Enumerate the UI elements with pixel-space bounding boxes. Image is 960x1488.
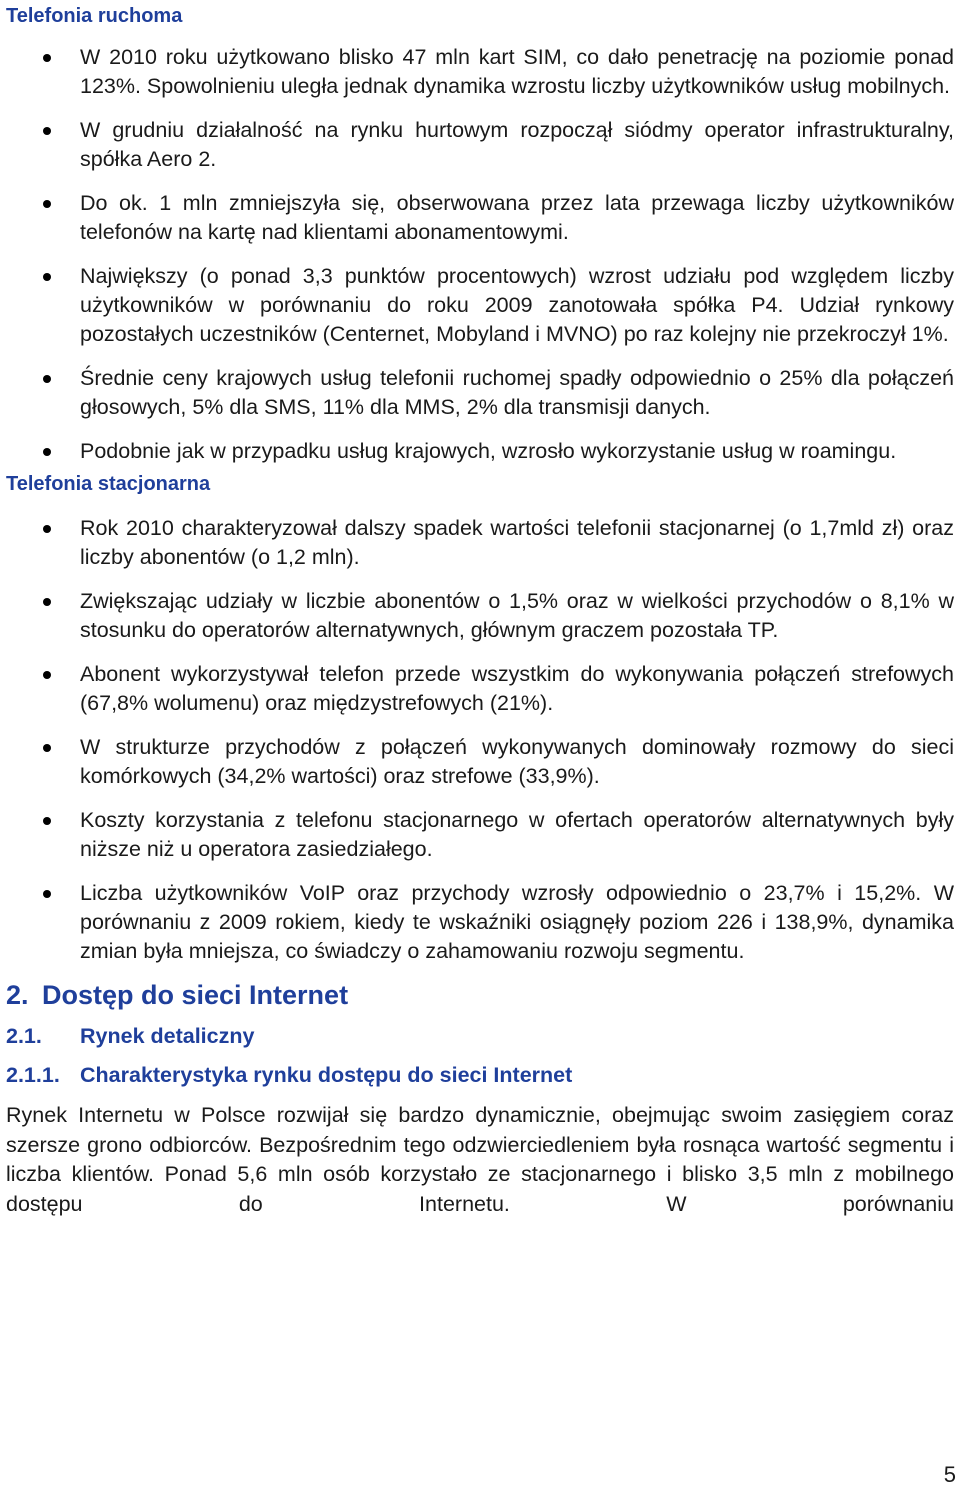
list-item: Największy (o ponad 3,3 punktów procentowych) wzrost udziału pod względem liczby użytkowników w porównaniu do roku 2009 zanotowała spółka P4. Udział rynkowy pozostałych uczestników (Centernet, Mobyland i MVNO) po raz kolejny nie przekroczył 1%. [6, 262, 954, 349]
list-item: W 2010 roku użytkowano blisko 47 mln kart SIM, co dało penetrację na poziomie ponad 123%. Spowolnieniu uległa jednak dynamika wzrostu liczby użytkowników usług mobilnych. [6, 43, 954, 101]
subsubchapter-heading [6, 1060, 954, 1090]
chapter-number: 2. [6, 980, 29, 1010]
chapter-heading [6, 978, 954, 1012]
page-number: 5 [943, 1462, 956, 1487]
list-item: Liczba użytkowników VoIP oraz przychody wzrosły odpowiednio o 23,7% i 15,2%. W porównaniu z 2009 rokiem, kiedy te wskaźniki osiągnęły poziom 226 i 138,9%, dynamika zmian była mniejsza, co świadczy o zahamowaniu rozwoju segmentu. [6, 879, 954, 966]
bullet-list-mobile [6, 43, 954, 466]
subsubchapter-title: Charakterystyka rynku dostępu do sieci Internet [80, 1063, 573, 1087]
subchapter-title: Rynek detaliczny [80, 1024, 255, 1048]
subchapter-number: 2.1. [6, 1024, 42, 1048]
list-item: Abonent wykorzystywał telefon przede wszystkim do wykonywania połączeń strefowych (67,8% wolumenu) oraz międzystrefowych (21%). [6, 660, 954, 718]
document-page [6, 0, 954, 1488]
list-item: Zwiększając udziały w liczbie abonentów o 1,5% oraz w wielkości przychodów o 8,1% w stosunku do operatorów alternatywnych, głównym graczem pozostała TP. [6, 587, 954, 645]
section-heading-fixed: Telefonia stacjonarna [6, 473, 211, 495]
chapter-title: Dostęp do sieci Internet [42, 980, 349, 1010]
body-paragraph: Rynek Internetu w Polsce rozwijał się bardzo dynamicznie, obejmując swoim zasięgiem coraz szersze grono odbiorców. Bezpośrednim tego odzwierciedleniem była rosnąca wartość segmentu i liczba klientów. Ponad 5,6 mln osób korzystało ze stacjonarnego i blisko 3,5 mln z mobilnego dostępu do Internetu. W porównaniu [6, 1103, 954, 1216]
list-item: W grudniu działalność na rynku hurtowym rozpoczął siódmy operator infrastrukturalny, spółka Aero 2. [6, 116, 954, 174]
list-item: Rok 2010 charakteryzował dalszy spadek wartości telefonii stacjonarnej (o 1,7mld zł) oraz liczby abonentów (o 1,2 mln). [6, 514, 954, 572]
bullet-list-fixed [6, 514, 954, 966]
list-item: Podobnie jak w przypadku usług krajowych, wzrosło wykorzystanie usług w roamingu. [6, 437, 954, 466]
section-heading-mobile: Telefonia ruchoma [6, 5, 183, 27]
list-item: W strukturze przychodów z połączeń wykonywanych dominowały rozmowy do sieci komórkowych (34,2% wartości) oraz strefowe (33,9%). [6, 733, 954, 791]
list-item: Koszty korzystania z telefonu stacjonarnego w ofertach operatorów alternatywnych były niższe niż u operatora zasiedziałego. [6, 806, 954, 864]
list-item: Do ok. 1 mln zmniejszyła się, obserwowana przez lata przewaga liczby użytkowników telefonów na kartę nad klientami abonamentowymi. [6, 189, 954, 247]
subchapter-heading [6, 1021, 954, 1051]
list-item: Średnie ceny krajowych usług telefonii ruchomej spadły odpowiednio o 25% dla połączeń głosowych, 5% dla SMS, 11% dla MMS, 2% dla transmisji danych. [6, 364, 954, 422]
subsubchapter-number: 2.1.1. [6, 1063, 60, 1087]
